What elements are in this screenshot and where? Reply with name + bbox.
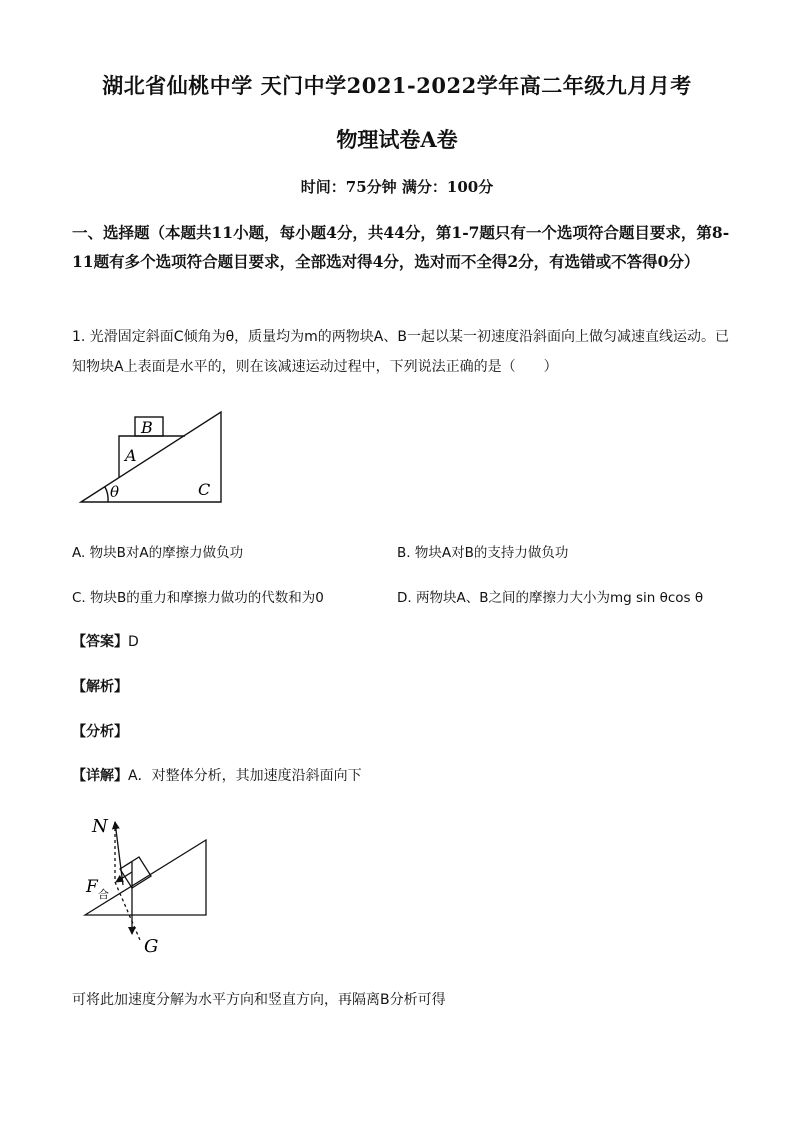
question-1-stem: 1. 光滑固定斜面C倾角为θ，质量均为m的两物块A、B一起以某一初速度沿斜面向上做匀减速直线运动。已知物块A上表面是水平的，则在该减速运动过程中，下列说法正确的是（ ） bbox=[72, 329, 729, 375]
detail-label: 【详解】 bbox=[72, 768, 128, 784]
angle-arc bbox=[105, 487, 108, 502]
detail-line bbox=[72, 765, 362, 785]
option-b: B. 物块A对B的支持力做负功 bbox=[397, 545, 569, 561]
option-a: A. 物块B对A的摩擦力做负功 bbox=[72, 545, 244, 561]
answer-label: 【答案】 bbox=[72, 634, 128, 650]
incline-figure bbox=[78, 405, 228, 505]
jiexi-label: 【解析】 bbox=[72, 679, 128, 695]
normal-force-arrow bbox=[115, 822, 123, 885]
label-g: G bbox=[144, 936, 159, 957]
answer-line bbox=[72, 631, 139, 651]
dashed-diagonal bbox=[115, 882, 140, 940]
exam-meta: 时间：75分钟 满分：100分 bbox=[300, 178, 494, 196]
label-theta: θ bbox=[110, 483, 120, 501]
exam-subtitle: 物理试卷A卷 bbox=[336, 127, 458, 152]
fenxi-label: 【分析】 bbox=[72, 724, 128, 740]
label-c: C bbox=[198, 480, 211, 499]
section-heading: 一、选择题（本题共11小题，每小题4分，共44分，第1-7题只有一个选项符合题目要求，第8-11题有多个选项符合题目要求，全部选对得4分，选对而不全得2分，有选错或不答得0分） bbox=[72, 223, 730, 271]
label-f-sub: 合 bbox=[98, 888, 109, 901]
incline-triangle-2 bbox=[85, 840, 206, 915]
option-c: C. 物块B的重力和摩擦力做功的代数和为0 bbox=[72, 590, 324, 606]
exam-title: 湖北省仙桃中学 天门中学2021-2022学年高二年级九月月考 bbox=[102, 73, 692, 98]
net-force-arrow bbox=[116, 872, 132, 882]
label-n: N bbox=[92, 816, 108, 837]
label-f: F bbox=[86, 877, 98, 897]
label-a: A bbox=[125, 446, 137, 465]
detail-text: A．对整体分析，其加速度沿斜面向下 bbox=[128, 768, 362, 784]
option-d: D. 两物块A、B之间的摩擦力大小为mg sin θcos θ bbox=[397, 590, 704, 606]
force-diagram bbox=[80, 812, 215, 960]
label-b: B bbox=[141, 418, 153, 437]
analysis-text: 可将此加速度分解为水平方向和竖直方向，再隔离B分析可得 bbox=[72, 992, 446, 1008]
answer-value: D bbox=[128, 634, 139, 650]
